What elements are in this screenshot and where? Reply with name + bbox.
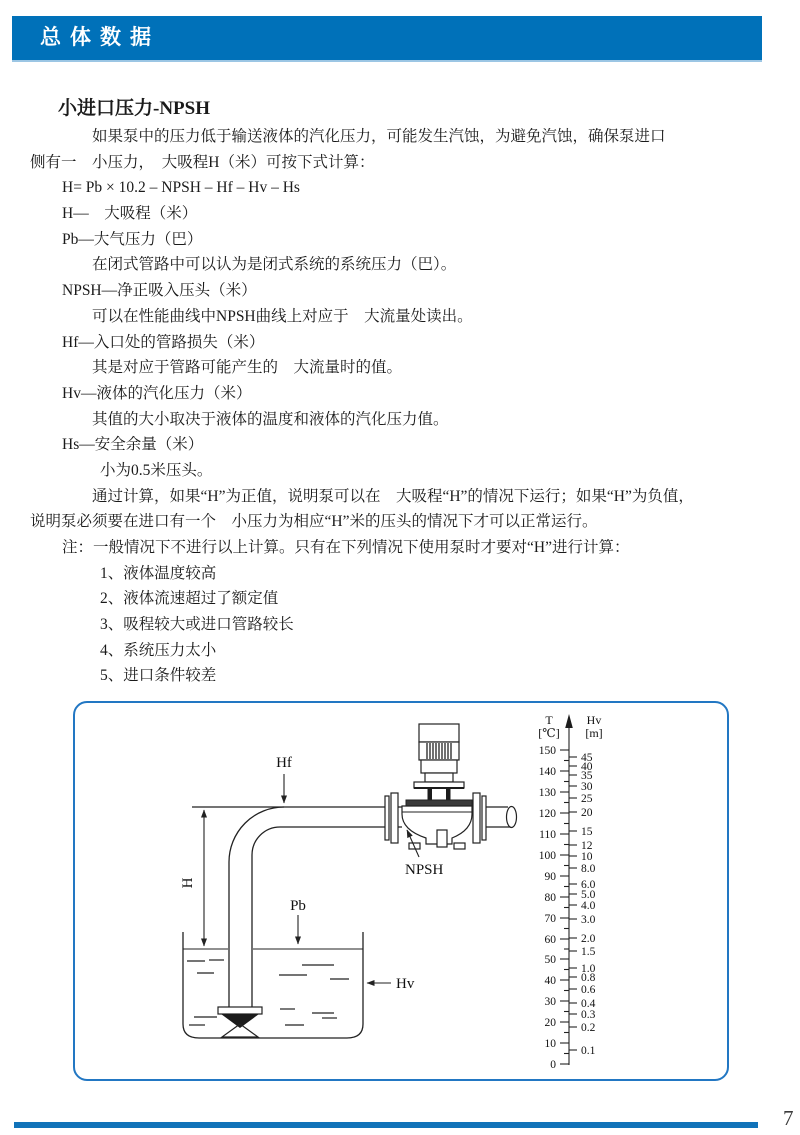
body-line: 通过计算，如果“H”为正值，说明泵可以在 大吸程“H”的情况下运行；如果“H”为负值，: [92, 487, 694, 505]
hv-tick-label: 4.0: [581, 900, 596, 912]
header-bar: [12, 16, 762, 62]
tank: [183, 932, 363, 1038]
t-tick-label: 90: [544, 871, 556, 883]
body-line: 其值的大小取决于液体的温度和液体的汽化压力值。: [92, 410, 449, 428]
t-tick-label: 50: [544, 954, 556, 966]
hv-tick-label: 1.0: [581, 963, 596, 975]
body-line: Hv—液体的汽化压力（米）: [62, 384, 252, 402]
hv-tick-label: 45: [581, 752, 593, 764]
body-line: 如果泵中的压力低于输送液体的汽化压力，可能发生汽蚀，为避免汽蚀，确保泵进口: [92, 128, 666, 145]
hv-tick-label: 0.6: [581, 984, 596, 996]
hv-tick-label: 2.0: [581, 933, 596, 945]
motor: [414, 724, 464, 802]
t-tick-label: 60: [544, 934, 556, 946]
t-scale-header: T: [545, 713, 553, 727]
body-line: H= Pb × 10.2 – NPSH – Hf – Hv – Hs: [62, 179, 300, 197]
hv-tick-label: 0.1: [581, 1045, 596, 1057]
pipe-open-end: [507, 807, 517, 828]
hv-tick-label: 12: [581, 840, 593, 852]
temp-vapour-scale: [538, 713, 602, 1071]
body-line: 侧有一 小压力， 大吸程H（米）可按下式计算：: [30, 153, 375, 171]
body-line: 1、液体温度较高: [100, 564, 217, 582]
page-header-title: 总体数据: [40, 26, 160, 49]
t-scale-unit: [℃]: [538, 726, 560, 740]
hv-tick-label: 3.0: [581, 914, 596, 926]
t-tick-label: 150: [538, 745, 556, 757]
hv-scale-unit: [m]: [585, 726, 603, 740]
body-line: 在闭式管路中可以认为是闭式系统的系统压力（巴）。: [92, 256, 457, 274]
t-tick-label: 0: [550, 1059, 556, 1071]
body-line: 4、系统压力太小: [100, 641, 217, 659]
hv-tick-label: 0.3: [581, 1009, 596, 1021]
body-line: 3、吸程较大或进口管路较长: [100, 616, 294, 634]
hv-tick-label: 30: [581, 781, 593, 793]
t-tick-label: 70: [544, 913, 556, 925]
scale-ticks: [539, 745, 596, 1071]
motor-fins: [427, 743, 451, 759]
hv-tick-label: 40: [581, 761, 593, 773]
footer-rule: [14, 1122, 758, 1128]
hv-tick-label: 25: [581, 793, 593, 805]
body-line: 2、液体流速超过了额定值: [100, 590, 279, 608]
t-tick-label: 130: [538, 787, 556, 799]
scale-arrow-icon: [565, 714, 573, 728]
t-tick-label: 80: [544, 892, 556, 904]
label-pb: Pb: [290, 898, 306, 914]
body-line: 小为0.5米压头。: [100, 461, 213, 479]
body-line: 其是对应于管路可能产生的 大流量时的值。: [92, 359, 403, 377]
hv-tick-label: 8.0: [581, 863, 596, 875]
body-line: Hs—安全余量（米）: [62, 436, 204, 454]
body-line: 5、进口条件较差: [100, 667, 217, 685]
diagram-panel: [73, 701, 729, 1081]
body-line: NPSH—净正吸入压头（米）: [62, 282, 257, 300]
t-tick-label: 120: [538, 808, 556, 820]
t-tick-label: 100: [538, 850, 556, 862]
hv-tick-label: 20: [581, 807, 593, 819]
body-line: Hf—入口处的管路损失（米）: [62, 333, 265, 351]
pipe: [192, 807, 517, 1008]
t-tick-label: 30: [544, 996, 556, 1008]
hv-tick-label: 0.2: [581, 1022, 596, 1034]
label-hf: Hf: [276, 755, 292, 771]
body-line: 说明泵必须要在进口有一个 小压力为相应“H”米的压头的情况下才可以正常运行。: [30, 513, 598, 531]
body-line: Pb—大气压力（巴）: [62, 230, 203, 248]
label-h: H: [180, 877, 196, 889]
body-line: H— 大吸程（米）: [62, 205, 198, 223]
hv-tick-label: 0.8: [581, 972, 596, 984]
hv-tick-label: 0.4: [581, 998, 596, 1010]
hv-tick-label: 1.5: [581, 946, 596, 958]
t-tick-label: 40: [544, 975, 556, 987]
t-tick-label: 10: [544, 1038, 556, 1050]
hv-tick-label: 35: [581, 770, 593, 782]
label-hv: Hv: [396, 976, 415, 992]
hv-tick-label: 15: [581, 826, 593, 838]
body-text: [30, 124, 778, 689]
hv-tick-label: 10: [581, 851, 593, 863]
hv-scale-header: Hv: [586, 713, 602, 727]
water-dashes: [187, 960, 349, 1025]
body-line: 可以在性能曲线中NPSH曲线上对应于 大流量处读出。: [92, 307, 473, 325]
t-tick-label: 110: [539, 829, 556, 841]
section-title: 小进口压力-NPSH: [58, 98, 211, 119]
foot-valve: [218, 1007, 262, 1037]
pump-diagram-svg: [75, 703, 727, 1079]
annotations: [180, 755, 444, 992]
t-tick-label: 140: [538, 766, 556, 778]
hv-tick-label: 5.0: [581, 889, 596, 901]
label-npsh: NPSH: [405, 862, 444, 878]
t-tick-label: 20: [544, 1017, 556, 1029]
page-number: 7: [783, 1106, 794, 1130]
body-line: 注：一般情况下不进行以上计算。只有在下列情况下使用泵时才要对“H”进行计算：: [62, 539, 630, 556]
hv-tick-label: 6.0: [581, 879, 596, 891]
